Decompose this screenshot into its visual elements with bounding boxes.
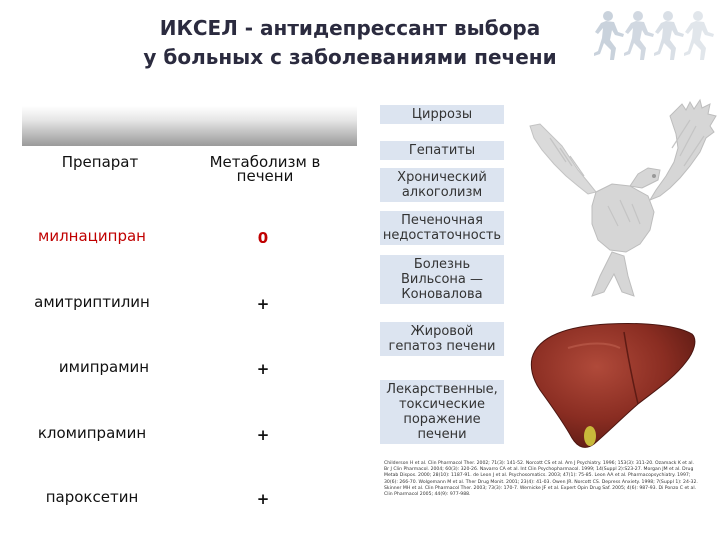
- eagle-illustration-icon: [500, 96, 720, 306]
- drug-name-milnacipran: милнаципран: [38, 227, 146, 245]
- condition-text: Вильсона —: [400, 272, 484, 287]
- condition-box-drug-toxic-liver-injury: [380, 380, 504, 444]
- condition-box-liver-failure: [380, 211, 504, 245]
- condition-text: алкоголизм: [401, 185, 483, 200]
- drug-name-paroxetine: пароксетин: [45, 488, 139, 506]
- condition-text: гепатоз печени: [388, 339, 496, 354]
- slide-title-line2: у больных с заболеваниями печени: [143, 45, 557, 69]
- column-header-metabolism-line1: Метаболизм в: [209, 153, 321, 171]
- condition-box-wilson-disease: [380, 255, 504, 304]
- slide-title-line1: ИКСЕЛ - антидепрессант выбора: [159, 16, 541, 40]
- metabolism-value-clomipramine: +: [256, 426, 270, 444]
- condition-text: токсические: [398, 397, 486, 412]
- metabolism-value-milnacipran: 0: [257, 229, 269, 247]
- column-header-drug: Препарат: [61, 153, 139, 171]
- metabolism-value-amitriptyline: +: [256, 295, 270, 313]
- column-header-metabolism-line2: печени: [236, 167, 294, 185]
- condition-text: Коновалова: [401, 287, 483, 302]
- liver-illustration-icon: [528, 318, 698, 456]
- condition-text: Хронический: [397, 170, 487, 185]
- references-text: Childerson H et al. Clin Pharmacol Ther. 2002; 71(3): 141-52. Norcott CS et al. Am J Psychiatry. 1996; 153(3): 311-20. Ozamack K et al. Br J Clin Pharmacol. 2004; 60(3): 320-26. Navarro CA et al. Int Clin Psychopharmacol. 1999; 14(Suppl 2):S23-27. Morgan JM et al. Drug Metab Dispos. 2000; 28(10): 1187-91. de Leon J et al. Psychosomatics. 2003; 47(1): 75-85. Leon AA et al. Pharmacopsychiatry. 1997; 30(6): 266-70. Wolgemann M et al. Ther Drug Monit. 2001; 23(4): 41-03. Owen JR. Norcott CS. Depress Anxiety. 1998; 7(Suppl 1): 24-32. Skinner MH et al. Clin Pharmacol Ther. 2003; 73(3): 170-7. Wernicke JF et al. Expert Opin Drug Saf. 2005; 4(6): 987-93. Di Ponzo C et al. Clin Pharmacol 2005; 44(9): 977-988.: [384, 461, 698, 498]
- slide-title: [120, 14, 580, 72]
- drug-name-imipramine: имипрамин: [58, 358, 150, 376]
- drug-name-clomipramine: кломипрамин: [37, 424, 147, 442]
- condition-text: Болезнь: [413, 257, 471, 272]
- condition-text: недостаточность: [382, 228, 502, 243]
- metabolism-value-imipramine: +: [256, 360, 270, 378]
- condition-text: Печеночная: [401, 213, 483, 228]
- column-header-metabolism: [190, 155, 340, 183]
- condition-text: Гепатиты: [408, 143, 476, 158]
- condition-text: Лекарственные,: [386, 382, 498, 397]
- running-figures-icon: [590, 8, 716, 64]
- condition-box-hepatitis: [380, 141, 504, 160]
- condition-box-alcoholism: [380, 168, 504, 202]
- table-header-bar: [22, 106, 357, 146]
- condition-text: печени: [417, 427, 467, 442]
- condition-text: Жировой: [410, 324, 474, 339]
- drug-name-amitriptyline: амитриптилин: [34, 293, 150, 311]
- condition-text: Циррозы: [411, 107, 473, 122]
- condition-box-cirrhosis: [380, 105, 504, 124]
- condition-box-fatty-liver: [380, 322, 504, 356]
- condition-text: поражение: [403, 412, 481, 427]
- metabolism-value-paroxetine: +: [256, 490, 270, 508]
